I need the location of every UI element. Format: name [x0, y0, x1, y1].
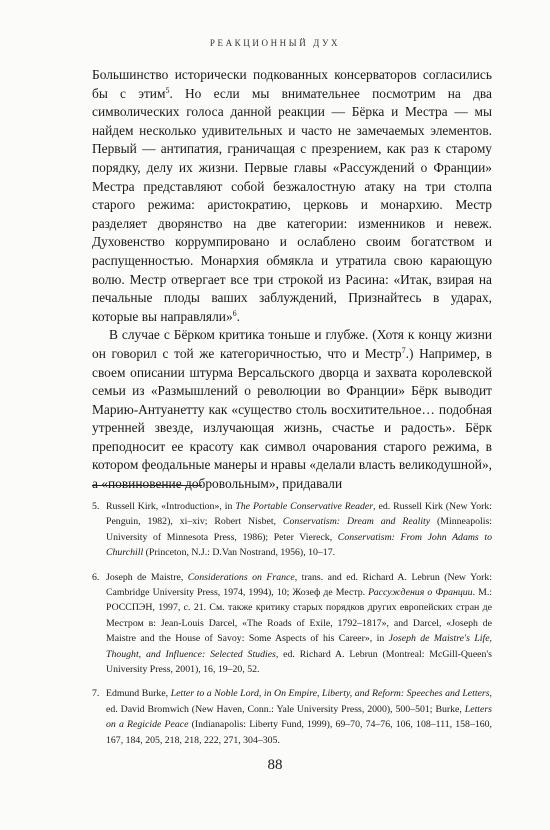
paragraph-1-text-c: .: [236, 308, 240, 324]
footnote-text: [106, 499, 492, 561]
footnote-segment: , ed. David Bromwich (New Haven, Conn.: Yale University Press, 2000), 500–501; Burke,: [106, 688, 492, 715]
footnote-ref-7[interactable]: 7: [401, 345, 406, 355]
paragraph-1: [92, 66, 492, 326]
footnote-number: 5.: [92, 501, 100, 512]
footnote-text: [106, 570, 492, 678]
footnote-ref-5[interactable]: 5: [165, 85, 170, 95]
footnote-number: 6.: [92, 571, 100, 583]
footnote: [92, 570, 492, 678]
body-text: [92, 66, 492, 494]
paragraph-2: [92, 326, 492, 493]
paragraph-2-text-a: В случае с Бёрком критика тоньше и глубже. (Хотя к концу жизни он говорил с той же категоричностью, что и Местр: [92, 327, 492, 361]
paragraph-1-text-a: Большинство исторически подкованных консерваторов согласились бы с этим: [92, 67, 492, 101]
footnote-title: Conservatism: Dream and Reality: [282, 516, 431, 528]
page-number: 88: [267, 757, 283, 773]
footnote-title: The Portable Conservative Reader: [235, 501, 374, 512]
paragraph-2-text-b: .) Например, в своем описании штурма Версальского дворца и захвата королевской семьи из «Размышлений о революции во Франции» Бёрк выводит Марию-Антуанетту как «существо столь восхитительное… подобная утренней звезде, излучающая жизнь, счастье и радость». Бёрк преподносит ее красоту как символ очарования старого режима, в котором феодальные манеры и нравы «делали власть великодушной», а «повиновение добровольным», придавали: [92, 345, 492, 492]
footnote-text: [106, 686, 492, 748]
footnotes: [92, 499, 492, 757]
footnote-title: Joseph de Maistre's Life, Thought, and Influence: Selected Studies: [106, 633, 493, 660]
footnote-segment: (Princeton, N.J.: D.Van Nostrand, 1956), 10–17.: [143, 547, 336, 559]
footnote-segment: , ed. Russell Kirk (New York: Penguin, 1982), xi–xiv; Robert Nisbet,: [106, 501, 493, 528]
footnote: [92, 686, 492, 748]
footnote-segment: Russell Kirk, «Introduction», in: [106, 501, 236, 512]
footnote-segment: (Indianapolis: Liberty Fund, 1999), 69–70, 74–76, 106, 108–111, 158–160, 167, 184, 205, 218, 218, 222, 271, 304–305.: [106, 719, 492, 746]
footnote-number: 7.: [92, 688, 100, 700]
running-head: РЕАКЦИОННЫЙ ДУХ: [209, 38, 341, 48]
footnote-title: Letters on a Regicide Peace: [106, 703, 492, 731]
footnote: [92, 499, 492, 561]
footnote-title: Considerations on France: [187, 571, 295, 583]
paragraph-1-text-b: . Но если мы внимательнее посмотрим на два символических голоса данной реакции — Бёрка и Местра — мы найдем несколько удивительных и часто не замечаемых элементов. Первый — антипатия, граничащая с презрением, как раз к старому порядку, делу их жизни. Первые главы «Рассуждений о Франции» Местра представляют собой безжалостную атаку на три столпа старого режима: аристократию, церковь и монархию. Местр разделяет дворянство на две категории: изменников и невеж. Духовенство коррумпировано и ослаблено своим богатством и распущенностью. Монархия обмякла и утратила свою карающую волю. Местр отвергает все три строкой из Расина: «Итак, взирая на печальные плоды ваших заблуждений, Признайтесь в ударах, которые вы направляли»: [92, 85, 493, 324]
footnote-title: Letter to a Noble Lord, in On Empire, Liberty, and Reform: Speeches and Letters: [170, 688, 490, 700]
footnote-segment: , trans. and ed. Richard A. Lebrun (New York: Cambridge University Press, 1974, 1994), 10; Жозеф де Местр.: [106, 571, 492, 599]
footnote-segment: Joseph de Maistre,: [106, 571, 188, 583]
footnote-title: Рассуждения о Франции: [368, 587, 473, 599]
footnote-segment: (Minneapolis: University of Minnesota Press, 1986); Peter Viereck,: [106, 516, 492, 543]
footnote-segment: . М.: РОССПЭН, 1997, с. 21. См. также критику старых порядков других европейских стран де Местром в: Jean-Louis Darcel, «The Roads of Exile, 1792–1817», and Darcel, «Joseph de Maistre and the House of Savoy: Some Aspects of his Career», in: [106, 587, 492, 645]
footnote-ref-6[interactable]: 6: [232, 308, 237, 318]
footnote-segment: , ed. Richard A. Lebrun (Montreal: McGill-Queen's University Press, 2001), 16, 19–20, 52.: [106, 648, 492, 676]
footnote-separator: [92, 485, 202, 486]
footnote-title: Conservatism: From John Adams to Churchill: [106, 531, 492, 559]
footnote-segment: Edmund Burke,: [106, 688, 171, 700]
